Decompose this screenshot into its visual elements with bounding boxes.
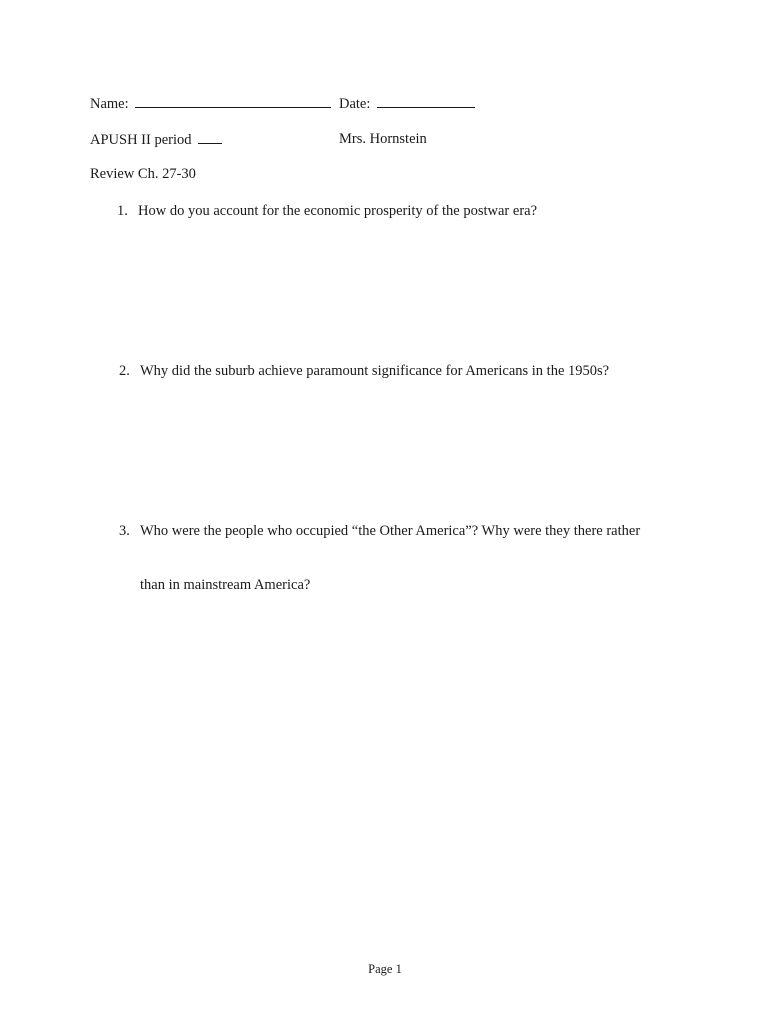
date-row <box>339 94 475 113</box>
teacher-name: Mrs. Hornstein <box>339 131 427 147</box>
question-text: How do you account for the economic prosperity of the postwar era? <box>138 203 538 219</box>
question-text: Who were the people who occupied “the Other America”? Why were they there rather <box>140 523 641 539</box>
date-label: Date: <box>339 96 371 112</box>
question-text: Why did the suburb achieve paramount significance for Americans in the 1950s? <box>140 363 610 379</box>
review-title: Review Ch. 27-30 <box>90 166 196 182</box>
question-number: 1. <box>117 203 128 219</box>
page-number: Page 1 <box>368 962 402 976</box>
question-number: 3. <box>119 523 130 539</box>
name-label: Name: <box>90 96 129 112</box>
question-2 <box>119 362 609 380</box>
class-label: APUSH II period <box>90 132 192 148</box>
name-blank <box>135 94 331 108</box>
name-row <box>90 94 331 113</box>
question-3 <box>119 522 640 540</box>
date-blank <box>377 94 475 108</box>
period-blank <box>198 130 222 144</box>
class-row <box>90 130 222 149</box>
question-1 <box>117 202 537 220</box>
question-number: 2. <box>119 363 130 379</box>
question-3-continuation: than in mainstream America? <box>140 577 311 593</box>
